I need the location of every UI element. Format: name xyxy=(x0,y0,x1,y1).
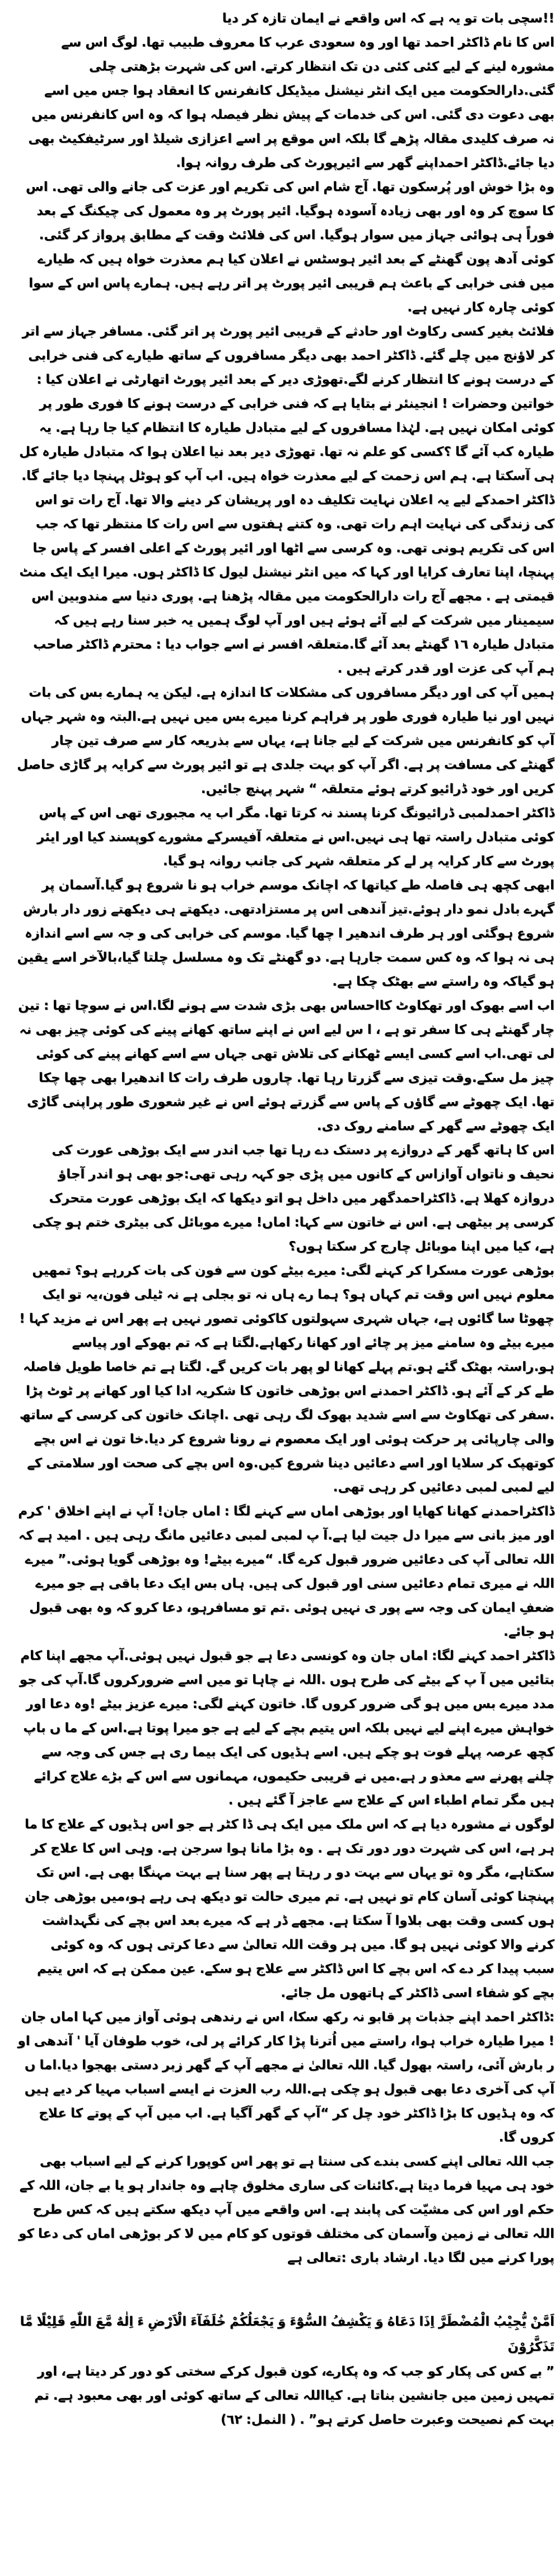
paragraph: جب اللہ تعالی اپنے کسی بندے کی سنتا ہے تو پھر اس کوپورا کرنے کے لیے اسباب بھی خود ہی مہیا فرما دیتا ہے.کائنات کی ساری مخلوق چاہے وہ جاندار ہو یا بے جان، اللہ کے حکم اور اس کی مشیّت کی پابند ہے. اس واقعے میں آپ دیکھ سکتے ہیں کہ کس طرح اللہ تعالی نے زمین وآسمان کی مختلف قوتوں کو کام میں لا کر بوڑھی اماں کی دعا کو پورا کرنے میں لگا دیا. ارشاد باری :تعالی ہے xyxy=(18,2154,554,2265)
paragraph: ڈاکٹر احمدکے لیے یہ اعلان نہایت تکلیف دہ اور پریشان کر دینے والا تھا. آج رات تو اس کی زندگی کی نہایت اہم رات تھی. وہ کتنے ہفتوں سے اس رات کا منتظر تھا کہ جب اس کی تکریم ہونی تھی. وہ کرسی سے اٹھا اور ائیر پورٹ کے اعلی افسر کے پاس جا پہنچا، اپنا تعارف کرایا اور کہا کہ میں انٹر نیشنل لیول کا ڈاکٹر ہوں. میرا ایک ایک منٹ قیمتی ہے . مجھے آج رات دارالحکومت میں مقالہ پڑھنا ہے. پوری دنیا سے مندوبین اس سیمینار میں شرکت کے لیے آئے ہوئے ہیں اور آپ لوگ ہمیں یہ خبر سنا رہے ہیں کہ متبادل طیارہ ١٦ گھنٹے بعد آئے گا.متعلقہ افسر نے اسے جواب دیا : محترم ڈاکٹر صاحب ہم آپ کی عزت اور قدر کرتے ہیں . xyxy=(19,493,554,676)
paragraph: ڈاکٹر احمد کہنے لگا: اماں جان وہ کونسی دعا ہے جو قبول نہیں ہوئی.آپ مجھے اپنا کام بتائیں میں آ پ کے بیٹے کی طرح ہوں .اللہ نے چاہا تو میں اسے ضرورکروں گا.آپ کی جو مدد میرے بس میں ہو گی ضرور کروں گا. خاتون کہنے لگی: میرے عزیز بیٹے !وہ دعا اور خواہش میرے اپنے لیے نہیں بلکہ اس یتیم بچے کے لیے ہے جو میرا پوتا ہے.اس کے ما ں باپ کچھ عرصہ پہلے فوت ہو چکے ہیں. اسے ہڈیوں کی ایک بیما ری ہے جس کی وجہ سے چلنے پھرنے سے معذو ر ہے.میں نے قریبی حکیموں، مہمانوں سے اس کے بڑے علاج کرائے ہیں مگر تمام اطباء اس کے علاج سے عاجز آ گئے ہیں . xyxy=(19,1649,554,1808)
paragraph: وہ بڑا خوش اور پُرسکون تھا. آج شام اس کی تکریم اور عزت کی جانے والی تھی. اس کا سوچ کر وہ اور بھی زیادہ آسودہ ہوگیا. ائیر پورٹ پر وہ معمول کی چیکنگ کے بعد فوراً ہی ہوائی جہاز میں سوار ہوگیا. اس کی فلائٹ وقت کے مطابق پرواز کر گئی. کوئی آدھ پون گھنٹے کے بعد ائیر ہوسٹس نے اعلان کیا ہم معذرت خواہ ہیں کہ طیارے میں فنی خرابی کے باعث ہم قریبی ائیر پورٹ پر اتر رہے ہیں. ہمارے پاس اس کے سوا کوئی چارہ کار نہیں ہے. xyxy=(26,180,554,315)
article-title: !!سچی بات تو یہ ہے کہ اس واقعے نے ایمان تازہ کر دیا xyxy=(222,11,554,26)
paragraph: فلائٹ بغیر کسی رکاوٹ اور حادثے کے قریبی ائیر پورٹ پر اتر گئی. مسافر جہاز سے اتر کر لاؤنج میں چلے گئے. ڈاکٹر احمد بھی دیگر مسافروں کے ساتھ طیارے کی فنی خرابی کے درست ہونے کا انتظار کرنے لگے.تھوڑی دیر کے بعد ائیر پورٹ اتھارٹی نے اعلان کیا : خواتین وحضرات ! انجینئر نے بتایا ہے کہ فنی خرابی کے درست ہونے کا فوری طور پر کوئی امکان نہیں ہے. لہٰذا مسافروں کے لیے متبادل طیارہ کا انتظام کیا جا رہا ہے. یہ طیارہ کب آئے گا ؟کسی کو علم نہ تھا. تھوڑی دیر بعد نیا اعلان ہوا کہ متبادل طیارہ کل ہی آسکتا ہے. ہم اس زحمت کے لیے معذرت خواہ ہیں. اب آپ کو ہوٹل پہنچا دیا جائے گا. xyxy=(19,324,554,483)
verse-translation: ” بے کس کی پکار کو جب کہ وہ پکارے، کون قبول کرکے سختی کو دور کر دیتا ہے، اور تمہیں زمین میں جانشین بناتا ہے. کیااللہ تعالی کے ساتھ کوئی اور بھی معبود ہے. تم بہت کم نصیحت وعبرت حاصل کرتے ہو” . ( النمل: ٦٢) xyxy=(34,2364,554,2427)
paragraph: ڈاکٹراحمدنے کھانا کھایا اور بوڑھی اماں سے کہنے لگا : اماں جان! آپ نے اپنے اخلاق ' کرم اور میز بانی سے میرا دل جیت لیا ہے.آ پ لمبی لمبی دعائیں مانگ رہی ہیں . امید ہے کہ اللہ تعالی آپ کی دعائیں ضرور قبول کرے گا. “میرے بیٹے! وہ بوڑھی گویا ہوئی.” میرے اللہ نے میری تمام دعائیں سنی اور قبول کی ہیں. ہاں بس ایک دعا باقی ہے جو میرے ضعفِ ایمان کی وجہ سے پور ی نہیں ہوئی .تم تو مسافرہو، دعا کرو کہ وہ بھی قبول ہو جائے. xyxy=(18,1504,554,1639)
paragraph: :ڈاکٹر احمد اپنے جذبات پر قابو نہ رکھ سکا، اس نے رندھی ہوئی آواز میں کہا اماں جان ! میرا طیارہ خراب ہوا، راستے میں اُترنا پڑا کار کرائے پر لی، خوب طوفان آیا ' آندھی او ر بارش آئی، راستہ بھول گیا. اللہ تعالیٰ نے مجھے آپ کے گھر زبر دستی بھجوا دیا.اما ں آپ کی آخری دعا بھی قبول ہو چکی ہے.اللہ رب العزت نے ایسے اسباب مہیا کر دیے ہیں کہ وہ ہڈیوں کا بڑا ڈاکٹر خود چل کر “آپ کے گھر آگیا ہے. اب میں آپ کے پوتے کا علاج کروں گا. xyxy=(17,2010,554,2145)
paragraph: اس کا نام ڈاکٹر احمد تھا اور وہ سعودی عرب کا معروف طبیب تھا. لوگ اس سے مشورہ لینے کے لیے کئی کئی دن تک انتظار کرتے. اس کی شہرت بڑھتی چلی گئی.دارالحکومت میں ایک انٹر نیشنل میڈیکل کانفرنس کا انعقاد ہوا جس میں اسے بھی دعوت دی گئی. اس کی خدمات کے پیش نظر فیصلہ ہوا کہ وہ اس کانفرنس میں نہ صرف کلیدی مقالہ پڑھے گا بلکہ اس موقع پر اسے اعزازی شیلڈ اور سرٹیفکیٹ بھی دیا جائے.ڈاکٹر احمداپنے گھر سے ائیرپورٹ کی طرف روانہ ہوا. xyxy=(28,35,554,170)
paragraph: ابھی کچھ ہی فاصلہ طے کیاتھا کہ اچانک موسم خراب ہو نا شروع ہو گیا.آسمان پر گہرے بادل نمو دار ہوئے.تیز آندھی اس پر مستزادتھی. دیکھتے ہی دیکھتے زور دار بارش شروع ہوگئی اور ہر طرف اندھیر ا چھا گیا. موسم کی خرابی کی و جہ سے اسے اندازہ ہی نہ ہوا کہ وہ کس سمت جارہا ہے. دو گھنٹے تک وہ مسلسل چلتا گیا،بالآخر اسے یقین ہو گیاکہ وہ راستے سے بھٹک چکا ہے. xyxy=(17,878,554,989)
spacer xyxy=(17,2270,554,2309)
paragraph: ہمیں آپ کی اور دیگر مسافروں کی مشکلات کا اندازہ ہے. لیکن یہ ہمارے بس کی بات نہیں اور نیا طیارہ فوری طور پر فراہم کرنا میرے بس میں نہیں ہے.البتہ وہ شہر جہاں آپ کو کانفرنس میں شرکت کے لیے جانا ہے، یہاں سے بذریعہ کار سے صرف تین چار گھنٹے کی مسافت پر ہے. اگر آپ کو بہت جلدی ہے تو ائیر پورٹ سے کرایہ پر گاڑی حاصل کریں اور خود ڈرائیو کرتے ہوئے متعلقہ “ شہر پہنچ جائیں. xyxy=(17,685,554,796)
paragraph: اس کا ہاتھ گھر کے دروازے پر دستک دے رہا تھا جب اندر سے ایک بوڑھی عورت کی نحیف و ناتواں آوازاس کے کانوں میں پڑی جو کہہ رہی تھی:جو بھی ہو اندر آجاؤ دروازہ کھلا ہے. ڈاکٹراحمدگھر میں داخل ہو اتو دیکھا کہ ایک بوڑھی عورت متحرک کرسی پر بیٹھی ہے. اس نے خاتون سے کہا: اماں! میرے موبائل کی بیٹری ختم ہو چکی ہے، کیا میں اپنا موبائل چارج کر سکتا ہوں؟ xyxy=(32,1143,554,1254)
paragraph: بوڑھی عورت مسکرا کر کہنے لگی: میرے بیٹے کون سے فون کی بات کررہے ہو؟ تمھیں معلوم نہیں اس وقت تم کہاں ہو؟ ہما رے ہاں نہ تو بجلی ہے نہ ٹیلی فون،یہ تو ایک چھوٹا سا گائوں ہے، جہاں شہری سہولتوں کاکوئی تصور نہیں ہے پھر اس نے مزید کہا ! میرے بیٹے وہ سامنے میز پر چائے اور کھانا رکھاہے.لگتا ہے کہ تم بھوکے اور پیاسے ہو.راستہ بھٹک گئے ہو.تم پہلے کھانا لو پھر بات کریں گے. لگتا ہے تم خاصا طویل فاصلہ طے کر کے آئے ہو. ڈاکٹر احمدنے اس بوڑھی خاتون کا شکریہ ادا کیا اور کھانے پر ٹوٹ پڑا .سفر کی تھکاوٹ سے اسے شدید بھوک لگ رہی تھی .اچانک خاتون کی کرسی کے ساتھ والی چارپائی پر حرکت ہوئی اور ایک معصوم نے رونا شروع کر دیا.خا تون نے اس بچے کوتھپک کر سلایا اور اسے دعائیں دینا شروع کیں.وہ اس بچے کی صحت اور سلامتی کے لیے لمبی لمبی دعائیں کر رہی تھی. xyxy=(19,1263,554,1495)
paragraph: ڈاکٹر احمدلمبی ڈرائیونگ کرنا پسند نہ کرتا تھا. مگر اب یہ مجبوری تھی اس کے پاس کوئی متبادل راستہ تھا ہی نہیں.اس نے متعلقہ آفیسرکے مشورے کوپسند کیا اور ایئر پورٹ سے کار کرایہ پر لے کر متعلقہ شہر کی جانب روانہ ہو گیا. xyxy=(37,806,554,869)
quran-verse: اَمَّنْ يُّجِيْبُ الْمُضْطَرَّ اِذَا دَعَاهُ وَ يَكْشِفُ السُّوْٓءَ وَ يَجْعَلُكُمْ خُلَفَآءَ الْاَرْضِ ءَ اِلٰهٌ مَّعَ اللّٰهِ قَلِيْلًا مَّا تَذَكَّرُوْنَ xyxy=(20,2314,554,2354)
paragraph: لوگوں نے مشورہ دیا ہے کہ اس ملک میں ایک ہی ڈا کٹر ہے جو اس ہڈیوں کے علاج کا ما ہر ہے، اس کی شہرت دور دور تک ہے . وہ بڑا مانا ہوا سرجن ہے. وہی اس کا علاج کر سکتاہے، مگر وہ تو یہاں سے بہت دو ر رہتا ہے پھر سنا ہے بہت مہنگا بھی ہے. اس تک پہنچنا کوئی آسان کام تو نہیں ہے. تم میری حالت تو دیکھ ہی رہے ہو،میں بوڑھی جان ہوں کسی وقت بھی بلاوا آ سکتا ہے. مجھے ڈر ہے کہ میرے بعد اس بچے کی نگہداشت کرنے والا کوئی نہیں ہو گا. میں ہر وقت اللہ تعالیٰ سے دعا کرتی ہوں کہ وہ کوئی سبب پیدا کر دے کہ اس بچے کا اس ڈاکٹر سے علاج ہو سکے. عین ممکن ہے کہ اس یتیم بچے کو شفاء اسی ڈاکٹر کے ہاتھوں مل جائے. xyxy=(24,1817,554,2000)
paragraph: اب اسے بھوک اور تھکاوٹ کااحساس بھی بڑی شدت سے ہونے لگا.اس نے سوچا تھا : تین چار گھنٹے ہی کا سفر تو ہے ، ا س لیے اس نے اپنے ساتھ کھانے پینے کی کوئی چیز بھی نہ لی تھی.اب اسے کسی ایسے ٹھکانے کی تلاش تھی جہاں سے اسے کھانے پینے کی کوئی چیز مل سکے.وقت تیزی سے گزرتا رہا تھا. چاروں طرف رات کا اندھیرا بھی چھا چکا تھا. ایک چھوٹے سے گاؤں کے پاس سے گزرتے ہوئے اس نے غیر شعوری طور پراپنی گاڑی ایک چھوٹے سے گھر کے سامنے روک دی. xyxy=(18,998,554,1133)
